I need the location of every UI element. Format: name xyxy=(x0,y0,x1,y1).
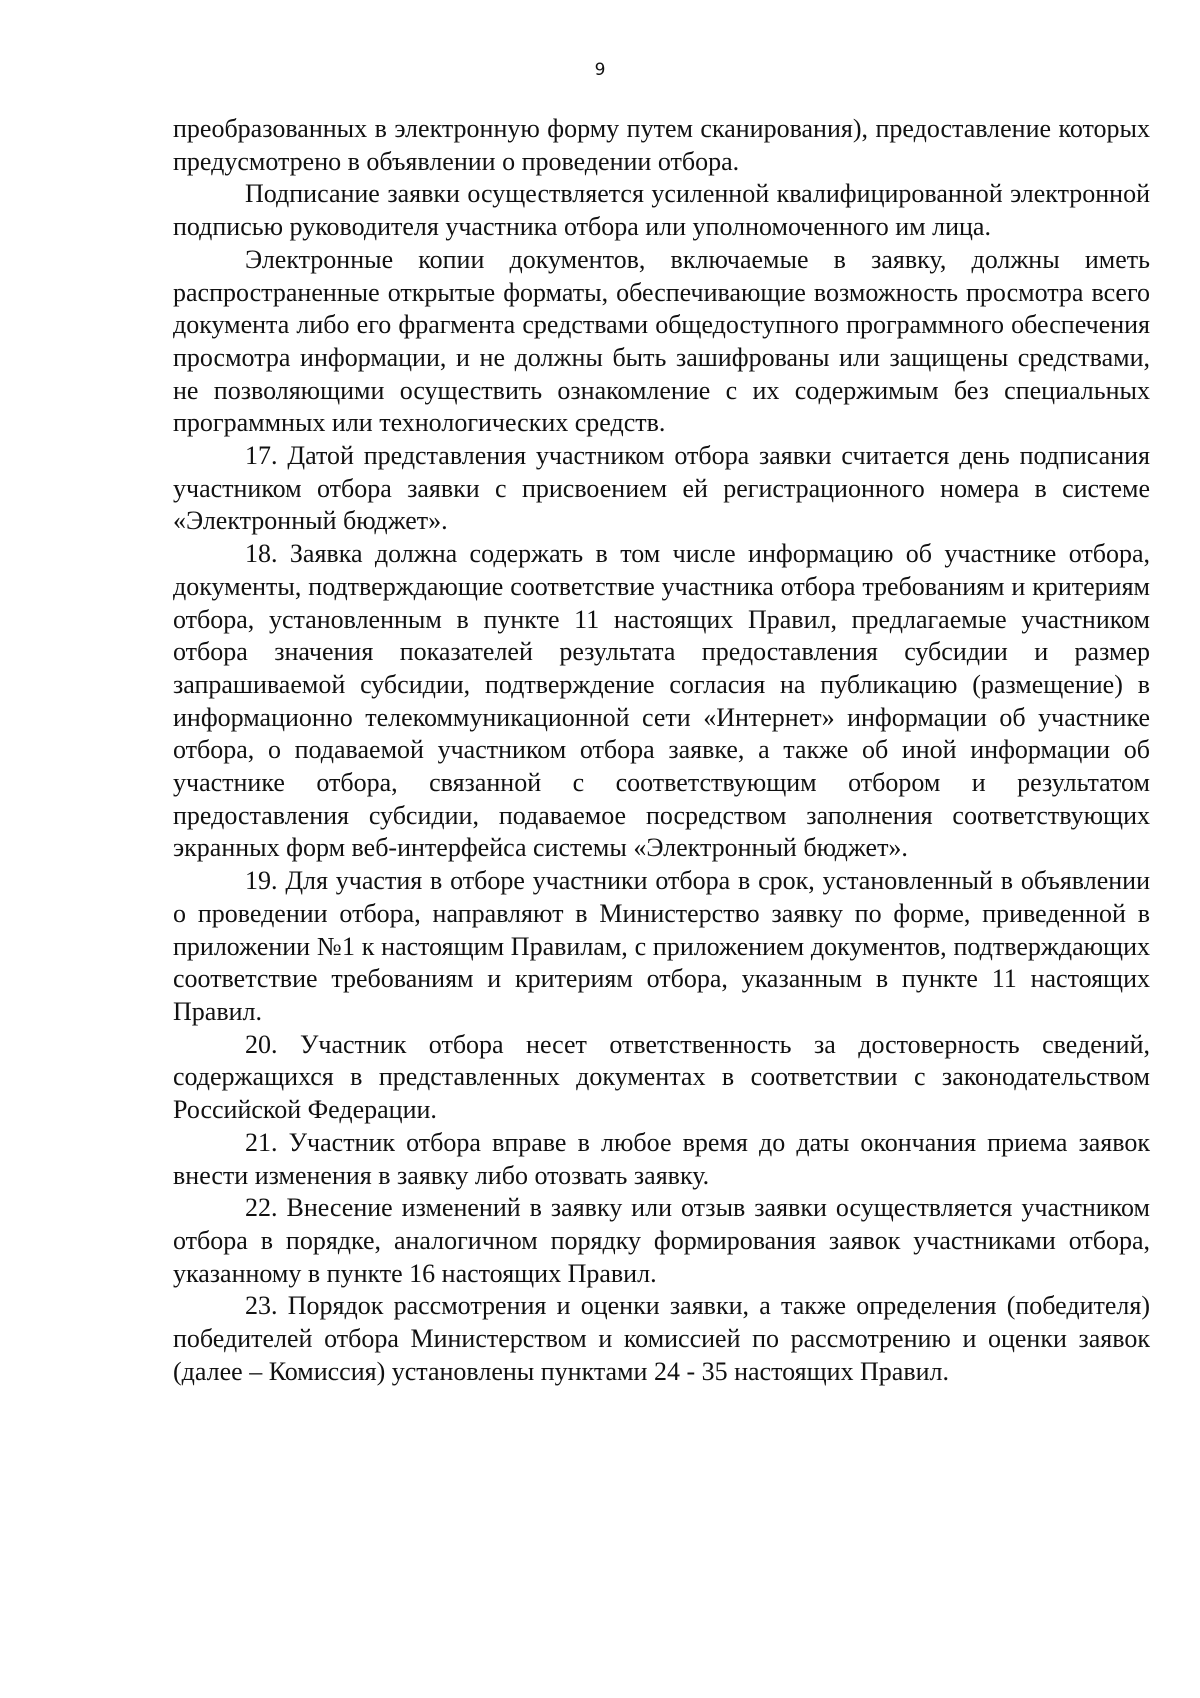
paragraph-item-20: 20. Участник отбора несет ответственность за достоверность сведений, содержащихся в представленных документах в соответствии с законодательством Российской Федерации. xyxy=(173,1029,1150,1125)
paragraph-item-23: 23. Порядок рассмотрения и оценки заявки, а также определения (победителя) победителей отбора Министерством и комиссией по рассмотрению и оценки заявок (далее – Комиссия) установлены пунктами 24 - 35 настоящих Правил. xyxy=(173,1291,1150,1386)
paragraph-electronic-copies: Электронные копии документов, включаемые в заявку, должны иметь распространенные открытые форматы, обеспечивающие возможность просмотра всего документа либо его фрагмента средствами общедоступного программного обеспечения просмотра информации, и не должны быть зашифрованы или защищены средствами, не позволяющими осуществить ознакомление с их содержимым без специальных программных или технологических средств. xyxy=(173,244,1150,438)
paragraph-item-22: 22. Внесение изменений в заявку или отзыв заявки осуществляется участником отбора в порядке, аналогичном порядку формирования заявок участниками отбора, указанному в пункте 16 настоящих Правил. xyxy=(173,1193,1150,1288)
paragraph-item-17: 17. Датой представления участником отбора заявки считается день подписания участником отбора заявки с присвоением ей регистрационного номера в системе «Электронный бюджет». xyxy=(173,441,1150,536)
document-body xyxy=(173,113,1150,1388)
paragraph-item-19: 19. Для участия в отборе участники отбора в срок, установленный в объявлении о проведении отбора, направляют в Министерство заявку по форме, приведенной в приложении №1 к настоящим Правилам, с приложением документов, подтверждающих соответствие требованиям и критериям отбора, указанным в пункте 11 настоящих Правил. xyxy=(173,866,1150,1026)
paragraph-item-21: 21. Участник отбора вправе в любое время до даты окончания приема заявок внести изменения в заявку либо отозвать заявку. xyxy=(173,1127,1150,1190)
page-number: 9 xyxy=(594,60,606,80)
paragraph-item-18: 18. Заявка должна содержать в том числе информацию об участнике отбора, документы, подтверждающие соответствие участника отбора требованиям и критериям отбора, установленным в пункте 11 настоящих Правил, предлагаемые участником отбора значения показателей результата предоставления субсидии и размер запрашиваемой субсидии, подтверждение согласия на публикацию (размещение) в информационно телекоммуникационной сети «Интернет» информации об участнике отбора, о подаваемой участником отбора заявке, а также об иной информации об участнике отбора, связанной с соответствующим отбором и результатом предоставления субсидии, подаваемое посредством заполнения соответствующих экранных форм веб-интерфейса системы «Электронный бюджет». xyxy=(173,539,1150,863)
paragraph-continuation: преобразованных в электронную форму путем сканирования), предоставление которых предусмотрено в объявлении о проведении отбора. xyxy=(173,114,1150,176)
paragraph-signing: Подписание заявки осуществляется усиленной квалифицированной электронной подписью руководителя участника отбора или уполномоченного им лица. xyxy=(173,179,1150,242)
